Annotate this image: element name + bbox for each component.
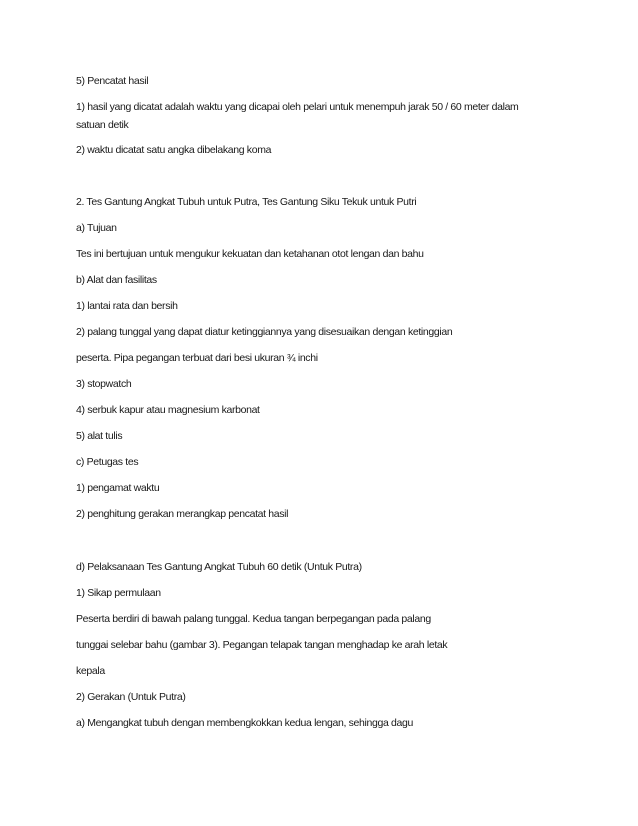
text-line-pipa-pegangan: peserta. Pipa pegangan terbuat dari besi ukuran ¾ inchi bbox=[76, 352, 318, 364]
text-line-penghitung-gerakan: 2) penghitung gerakan merangkap pencatat hasil bbox=[76, 508, 289, 520]
subheading-tujuan: a) Tujuan bbox=[76, 222, 117, 234]
text-line-peserta-berdiri: Peserta berdiri di bawah palang tunggal. Kedua tangan berpegangan pada palang bbox=[76, 613, 431, 625]
text-line-pengamat-waktu: 1) pengamat waktu bbox=[76, 482, 160, 494]
text-line-hasil-dicatat: 1) hasil yang dicatat adalah waktu yang dicapai oleh pelari untuk menempuh jarak 50 / 60 meter dalam bbox=[76, 101, 519, 113]
subheading-alat-fasilitas: b) Alat dan fasilitas bbox=[76, 274, 157, 286]
text-line-kepala: kepala bbox=[76, 665, 105, 677]
text-line-tunggai-selebar-bahu: tunggai selebar bahu (gambar 3). Pegangan telapak tangan menghadap ke arah letak bbox=[76, 639, 448, 651]
text-line-tujuan: Tes ini bertujuan untuk mengukur kekuatan dan ketahanan otot lengan dan bahu bbox=[76, 248, 424, 260]
text-line-gerakan-putra: 2) Gerakan (Untuk Putra) bbox=[76, 691, 186, 703]
text-line-waktu-dicatat: 2) waktu dicatat satu angka dibelakang koma bbox=[76, 144, 272, 156]
text-line-satuan-detik: satuan detik bbox=[76, 119, 129, 131]
text-line-lantai: 1) lantai rata dan bersih bbox=[76, 300, 178, 312]
text-line-sikap-permulaan: 1) Sikap permulaan bbox=[76, 587, 161, 599]
text-line-mengangkat-tubuh: a) Mengangkat tubuh dengan membengkokkan kedua lengan, sehingga dagu bbox=[76, 717, 413, 729]
text-line-palang-tunggal: 2) palang tunggal yang dapat diatur ketinggiannya yang disesuaikan dengan ketinggian bbox=[76, 326, 453, 338]
text-line-pencatat-hasil: 5) Pencatat hasil bbox=[76, 75, 149, 87]
subheading-pelaksanaan-tes: d) Pelaksanaan Tes Gantung Angkat Tubuh 60 detik (Untuk Putra) bbox=[76, 561, 362, 573]
section-heading-tes-gantung: 2. Tes Gantung Angkat Tubuh untuk Putra, Tes Gantung Siku Tekuk untuk Putri bbox=[76, 196, 417, 208]
subheading-petugas-tes: c) Petugas tes bbox=[76, 456, 139, 468]
text-line-alat-tulis: 5) alat tulis bbox=[76, 430, 123, 442]
text-line-stopwatch: 3) stopwatch bbox=[76, 378, 132, 390]
text-line-serbuk-kapur: 4) serbuk kapur atau magnesium karbonat bbox=[76, 404, 260, 416]
